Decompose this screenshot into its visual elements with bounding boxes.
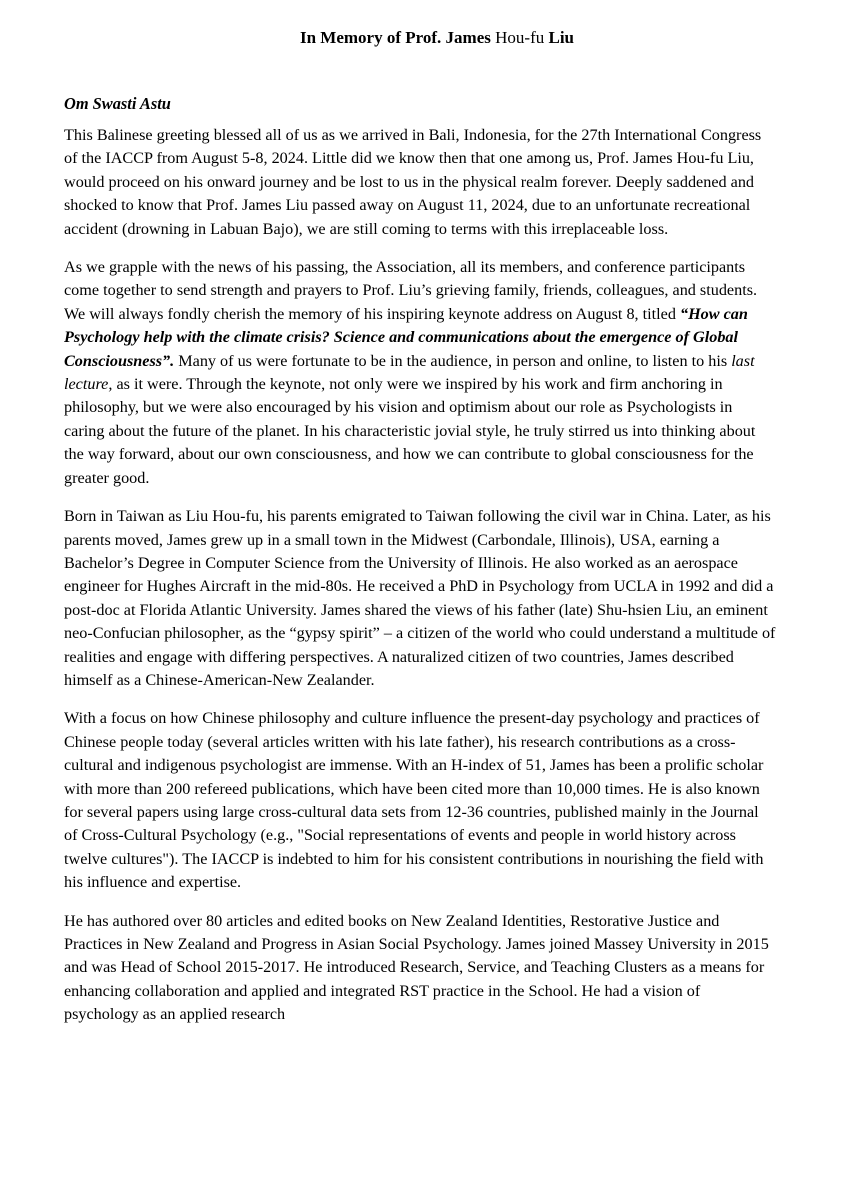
keynote-title: “How can Psychology help with the climate crisis? Science and communications about the emergence of Global Consciousness”. [64,304,748,370]
paragraph-3: Born in Taiwan as Liu Hou-fu, his parents emigrated to Taiwan following the civil war in China. Later, as his parents moved, James grew up in a small town in the Midwest (Carbondale, Illinois), USA, earning a Bachelor’s Degree in Computer Science from the University of Illinois. He also worked as an aerospace engineer for Hughes Aircraft in the mid-80s. He received a PhD in Psychology from UCLA in 1992 and did a post-doc at Florida Atlantic University. James shared the views of his father (late) Shu-hsien Liu, an eminent neo-Confucian philosopher, as the “gypsy spirit” – a citizen of the world who could understand a multitude of realities and engage with differing perspectives. A naturalized citizen of two countries, James described himself as a Chinese-American-New Zealander. [64,507,776,689]
paragraph-2-end: as it were. Through the keynote, not only were we inspired by his work and firm anchoring in philosophy, but we were also encouraged by his vision and optimism about our role as Psychologists in caring about the future of the planet. In his characteristic jovial style, he truly stirred us into thinking about the way forward, about our own consciousness, and how we can contribute to global consciousness for the greater good. [64,375,756,487]
paragraph-2 [64,256,776,490]
page-title [98,24,776,52]
paragraph-5: He has authored over 80 articles and edited books on New Zealand Identities, Restorative Justice and Practices in New Zealand and Progress in Asian Social Psychology. James joined Massey University in 2015 and was Head of School 2015-2017. He introduced Research, Service, and Teaching Clusters as a means for enhancing collaboration and applied and integrated RST practice in the School. He had a vision of psychology as an applied research [64,911,769,1024]
paragraph-2-middle: Many of us were fortunate to be in the audience, in person and online, to listen to his [174,351,732,370]
title-part-2: Hou-fu [495,28,545,47]
last-lecture-phrase: last lecture, [64,351,755,394]
title-part-3: Liu [548,28,575,47]
document-page [64,24,776,1042]
paragraph-4: With a focus on how Chinese philosophy and culture influence the present-day psychology and practices of Chinese people today (several articles written with his late father), his research contributions as a cross-cultural and indigenous psychologist are immense. With an H-index of 51, James has been a prolific scholar with more than 200 refereed publications, which have been cited more than 10,000 times. He is also known for several papers using large cross-cultural data sets from 12-36 countries, published mainly in the Journal of Cross-Cultural Psychology (e.g., "Social representations of events and people in world history across twelve cultures"). The IACCP is indebted to him for his consistent contributions in nourishing the field with his influence and expertise. [64,709,764,892]
paragraph-2-intro: As we grapple with the news of his passing, the Association, all its members, and conference participants come together to send strength and prayers to Prof. Liu’s grieving family, friends, colleagues, and students. We will always fondly cherish the memory of his inspiring keynote address on August 8, titled [64,258,758,323]
greeting: Om Swasti Astu [64,94,171,113]
paragraph-1: This Balinese greeting blessed all of us as we arrived in Bali, Indonesia, for the 27th International Congress of the IACCP from August 5-8, 2024. Little did we know then that one among us, Prof. James Hou-fu Liu, would proceed on his onward journey and be lost to us in the physical realm forever. Deeply saddened and shocked to know that Prof. James Liu passed away on August 11, 2024, due to an unfortunate recreational accident (drowning in Labuan Bajo), we are still coming to terms with this irreplaceable loss. [64,126,762,238]
title-part-1: In Memory of Prof. James [299,28,491,47]
